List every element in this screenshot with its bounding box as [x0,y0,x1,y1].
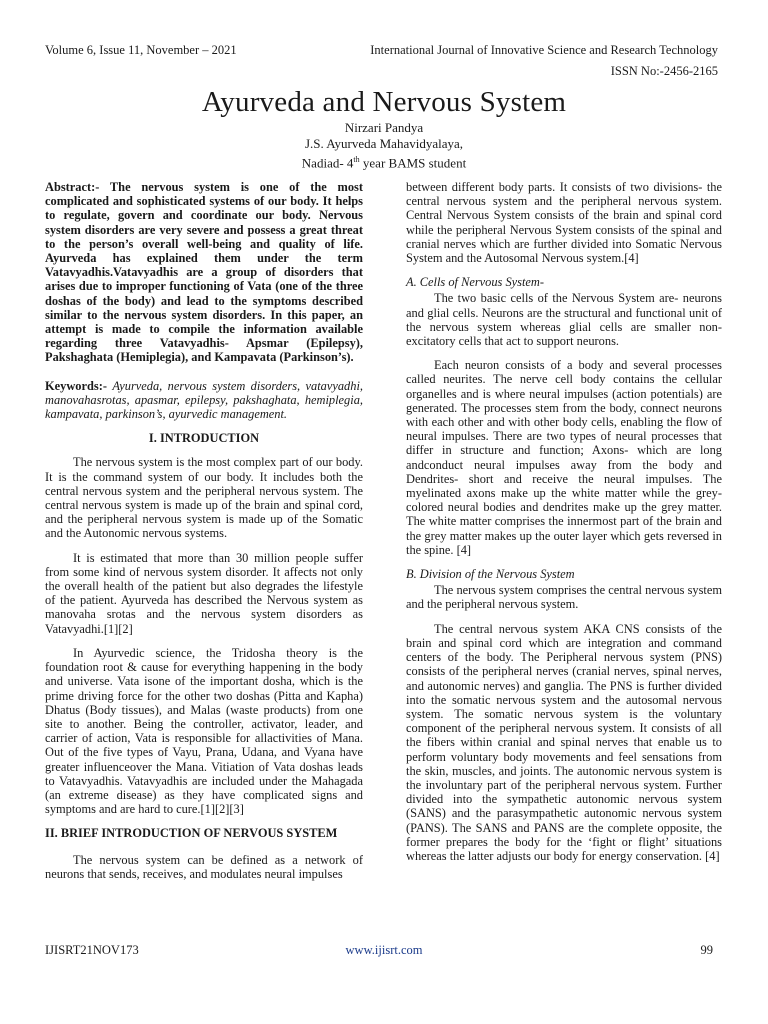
keywords [45,379,363,422]
journal-name: International Journal of Innovative Science and Research Technology [370,43,718,57]
paragraph: The two basic cells of the Nervous System are- neurons and glial cells. Neurons are the structural and functional unit of the nervous system whereas glial cells are smaller non-excitatory cells that act to support neurons. [406,291,722,349]
paragraph: It is estimated that more than 30 million people suffer from some kind of nervous system disorder. It affects not only the overall health of the patient but also degrades the lifestyle of the patient. Ayurveda has described the Nervous system as manovaha srotas and the nervous system disorders as Vatavyadhi.[1][2] [45,550,363,636]
author-name: Nirzari Pandya [344,120,424,135]
subsection-heading-cells: A. Cells of Nervous System- [406,275,544,290]
paragraph: The nervous system can be defined as a network of neurons that sends, receives, and modulates neural impulses [45,852,363,881]
author-location: Nadiad- 4th year BAMS student [301,155,467,171]
paragraph: between different body parts. It consists of two divisions- the central nervous system and the peripheral nervous system. Central Nervous System consists of the brain and spinal cord while the peripheral Nervous System consists of the spinal and cranial nerves which are further divided into Somatic Nervous System and the Autosomal Nervous system.[4] [406,180,722,266]
left-column [45,180,363,891]
paragraph: The nervous system comprises the central nervous system and the peripheral nervous system. [406,583,722,612]
website-link[interactable]: www.ijisrt.com [345,943,423,957]
right-column [406,180,722,873]
page-number: 99 [700,943,713,957]
section-heading-brief-intro: II. BRIEF INTRODUCTION OF NERVOUS SYSTEM [45,826,338,841]
paragraph: The central nervous system AKA CNS consists of the brain and spinal cord which are integration and command centers of the body. The Peripheral nervous system (PNS) consists of the peripheral nerves (cranial nerves, spinal nerves, and autonomic nerves) and ganglia. The PNS is further divided into the somatic nervous system and the autosomal nervous system. The somatic nervous system is the voluntary component of the peripheral nervous system. It consists of all the fibers within cranial and spinal nerves that enable us to perform voluntary body movements and feel sensations from the skin, muscles, and joints. The autonomic nervous system is the involuntary part of the peripheral nervous system. Further divided into the sympathetic autonomic nervous system (SANS) and the parasympathetic autonomic nervous system (PANS). The SANS and PANS are the complete opposite, the former prepares the body for the ‘fight or flight’ situations whereas the latter adjusts our body for energy conservation. [4] [406,621,722,863]
volume-info: Volume 6, Issue 11, November – 2021 [45,43,237,57]
section-heading-introduction: I. INTRODUCTION [148,431,260,446]
keywords-text: Ayurveda, nervous system disorders, vatavyadhi, manovahasrotas, apasmar, epilepsy, pakshaghata, hemiplegia, kampavata, parkinson’s, ayurvedic management. [45,378,363,422]
paragraph: In Ayurvedic science, the Tridosha theory is the foundation root & cause for everything happening in the body and universe. Vata isone of the important dosha, which is the prime driving force for the other two doshas (Pitta and Kapha) Dhatus (Body tissues), and Malas (waste products) from one site to another. Being the controller, activator, leader, and carrier of action, Vata is responsible for allactivities of Mana. Out of the five types of Vayu, Prana, Udana, and Vyana have greater influenceover the Mana. Vitiation of Vata doshas leads to Vatavyadhis. Vatavyadhis are included under the Mahagada (an extreme disease) as they have complicated signs and symptoms and are hard to cure.[1][2][3] [45,645,363,817]
author-block [0,120,768,171]
paragraph: The nervous system is the most complex part of our body. It is the command system of our body. It includes both the central nervous system and the peripheral nervous system. The central nervous system is made up of the brain and spinal cord, and the peripheral nervous system is made up of the Somatic and the Autonomic nervous systems. [45,455,363,541]
author-affiliation: J.S. Ayurveda Mahavidyalaya, [304,136,464,151]
paragraph: Each neuron consists of a body and several processes called neurites. The nerve cell body contains the cellular organelles and is where neural impulses (action potentials) are generated. The processes stem from the body, connect neurons with each other and with other body cells, enabling the flow of neural impulses. There are two types of neural processes that differ in structure and function; Axons- which are long andconduct neural impulses away from the body and Dendrites- short and receive the neural impulses. The myelinated axons make up the white matter while the grey-colored neural bodies and dendrites make up the grey matter. The white matter comprises the innermost part of the brain and the grey matter makes up the outer layer which gets reversed in the spine. [4] [406,358,722,557]
subsection-heading-division: B. Division of the Nervous System [406,567,575,582]
paper-title: Ayurveda and Nervous System [201,86,567,118]
abstract: Abstract:- The nervous system is one of the most complicated and sophisticated systems of our body. It helps to regulate, govern and coordinate our body. Nervous system disorders are very severe and possess a great threat to the person’s overall well-being and quality of life. Ayurveda has explained them under the term Vatavyadhis.Vatavyadhis are a group of disorders that arises due to improper functioning of Vata (one of the three doshas of the body) and lead to the symptoms described similar to the nervous system disorders. In this paper, an attempt is made to compile the information available regarding three Vatavyadhis- Apsmar (Epilepsy), Pakshaghata (Hemiplegia), and Kampavata (Parkinson’s). [45,180,363,365]
paper-id: IJISRT21NOV173 [45,943,139,957]
issn: ISSN No:-2456-2165 [610,64,718,78]
keywords-label: Keywords:- [45,378,107,393]
